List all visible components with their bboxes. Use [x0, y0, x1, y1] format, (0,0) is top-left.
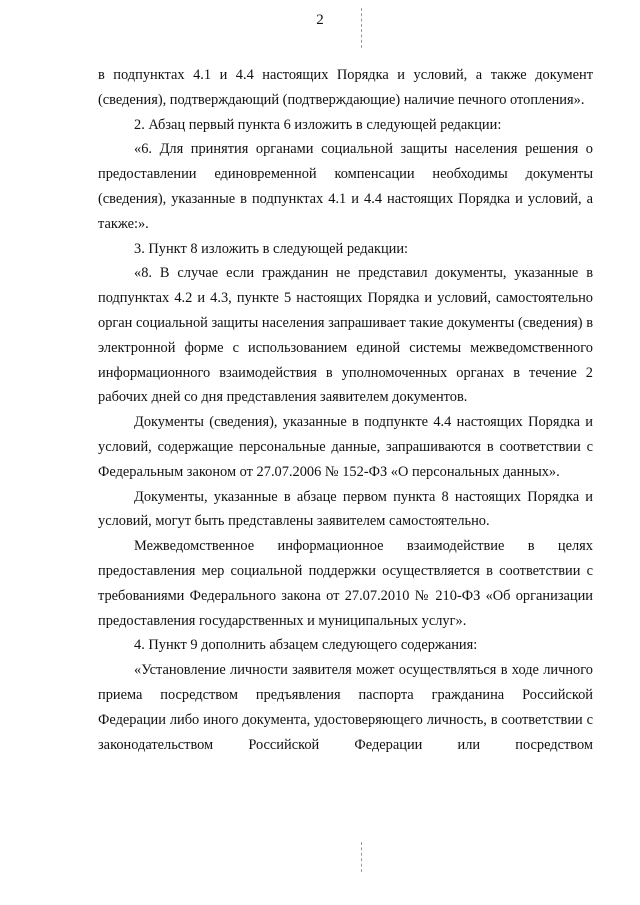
fold-mark-bottom [361, 842, 362, 872]
body-paragraph: 3. Пункт 8 изложить в следующей редакции: [134, 240, 409, 257]
body-paragraph: Документы, указанные в абзаце первом пункта 8 настоящих Порядка и условий, могут быть представлены заявителем самостоятельно. [98, 488, 593, 530]
body-paragraph: «Установление личности заявителя может осуществляться в ходе личного приема посредством предъявления паспорта гражданина Российской Федерации либо иного документа, удостоверяющего личность, в соответствии с законодательством Российской Федерации или посредством [98, 662, 593, 753]
page-number: 2 [316, 12, 324, 28]
document-body [98, 63, 593, 757]
body-paragraph: 2. Абзац первый пункта 6 изложить в следующей редакции: [134, 116, 502, 133]
body-paragraph: «6. Для принятия органами социальной защиты населения решения о предоставлении единовременной компенсации необходимы документы (сведения), указанные в подпунктах 4.1 и 4.4 настоящих Порядка и условий, а также:». [98, 141, 593, 232]
body-paragraph: «8. В случае если гражданин не представил документы, указанные в подпунктах 4.2 и 4.3, пункте 5 настоящих Порядка и условий, самостоятельно орган социальной защиты населения запрашивает такие документы (сведения) в электронной форме с использованием единой системы межведомственного информационного взаимодействия в уполномоченных органах в течение 2 рабочих дней со дня представления заявителем документов. [98, 265, 593, 406]
body-paragraph: 4. Пункт 9 дополнить абзацем следующего содержания: [134, 637, 478, 654]
body-paragraph: Межведомственное информационное взаимодействие в целях предоставления мер социальной поддержки осуществляется в соответствии с требованиями Федерального закона от 27.07.2010 № 210-ФЗ «Об организации предоставления государственных и муниципальных услуг». [98, 538, 593, 629]
body-paragraph: Документы (сведения), указанные в подпункте 4.4 настоящих Порядка и условий, содержащие персональные данные, запрашиваются в соответствии с Федеральным законом от 27.07.2006 № 152-ФЗ «О персональных данных». [98, 414, 593, 480]
body-paragraph: в подпунктах 4.1 и 4.4 настоящих Порядка и условий, а также документ (сведения), подтверждающий (подтверждающие) наличие печного отопления». [98, 67, 593, 108]
